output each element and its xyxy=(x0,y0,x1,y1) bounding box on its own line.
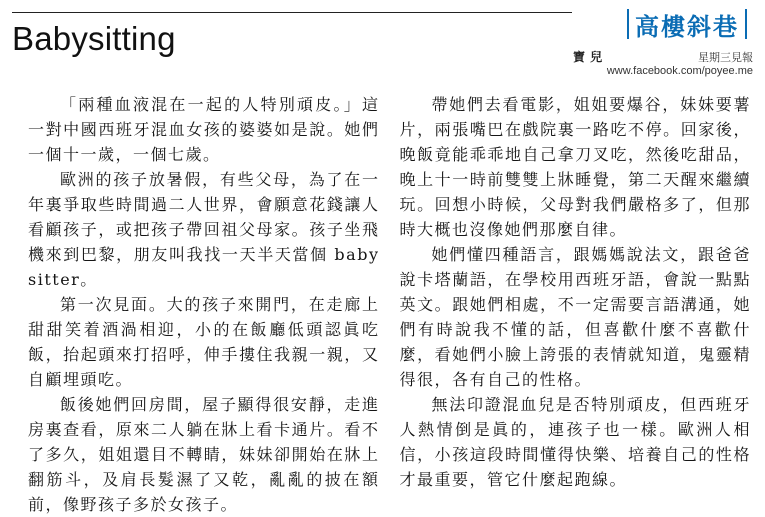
publication-day: 星期三見報 xyxy=(698,51,753,64)
article-title: Babysitting xyxy=(12,20,176,57)
paragraph: 帶她們去看電影，姐姐要爆谷，妹妹要薯片，兩張嘴巴在戲院裏一路吃不停。回家後，晚飯竟能乖乖地自己拿刀叉吃，然後吃甜品，晚上十一時前雙雙上牀睡覺，第二天醒來繼續玩。回想小時候，父母對我們嚴格多了，但那時大概也沒像她們那麼自律。 xyxy=(399,95,751,239)
author-facebook-url: www.facebook.com/poyee.me xyxy=(606,65,753,77)
top-rule xyxy=(12,12,572,13)
column-name-right-bar xyxy=(745,9,747,39)
paragraph: 她們懂四種語言，跟媽媽說法文，跟爸爸說卡塔蘭語，在學校用西班牙語，會說一點點英文。跟她們相處，不一定需要言語溝通，她們有時說我不懂的話，但喜歡什麼不喜歡什麼，看她們小臉上誇張的表情就知道，鬼靈精得很，各有自己的性格。 xyxy=(399,245,751,389)
paragraph: 「兩種血液混在一起的人特別頑皮。」這一對中國西班牙混血女孩的婆婆如是說。她們一個十一歲，一個七歲。 xyxy=(28,95,380,164)
paragraph: 無法印證混血兒是否特別頑皮，但西班牙人熱情倒是眞的，連孩子也一樣。歐洲人相信，小孩這段時間懂得快樂、培養自己的性格才最重要，管它什麼起跑線。 xyxy=(399,395,751,489)
paragraph: 歐洲的孩子放暑假，有些父母，為了在一年裏爭取些時間過二人世界，會願意花錢讓人看顧孩子，或把孩子帶回祖父母家。孩子坐飛機來到巴黎，朋友叫我找一天半天當個 baby sitter。 xyxy=(28,170,380,289)
column-masthead xyxy=(573,6,753,78)
paragraph: 飯後她們回房間，屋子顯得很安靜，走進房裏查看，原來二人躺在牀上看卡通片。看不了多久，姐姐還目不轉睛，妹妹卻開始在牀上翻筋斗，及肩長髮濕了又乾，亂亂的披在額前，像野孩子多於女孩子。 xyxy=(28,395,380,514)
column-name xyxy=(621,6,753,42)
author-name: 寶 兒 xyxy=(573,50,603,64)
column-name-left-bar xyxy=(627,9,629,39)
column-name-text: 高樓斜巷 xyxy=(635,12,739,41)
article-right-column xyxy=(400,92,752,501)
article-body xyxy=(28,92,751,514)
article-left-column xyxy=(28,92,380,514)
paragraph: 第一次見面。大的孩子來開門，在走廊上甜甜笑着酒渦相迎，小的在飯廳低頭認眞吃飯，抬起頭來打招呼，伸手摟住我親一親，又自顧埋頭吃。 xyxy=(28,295,380,389)
